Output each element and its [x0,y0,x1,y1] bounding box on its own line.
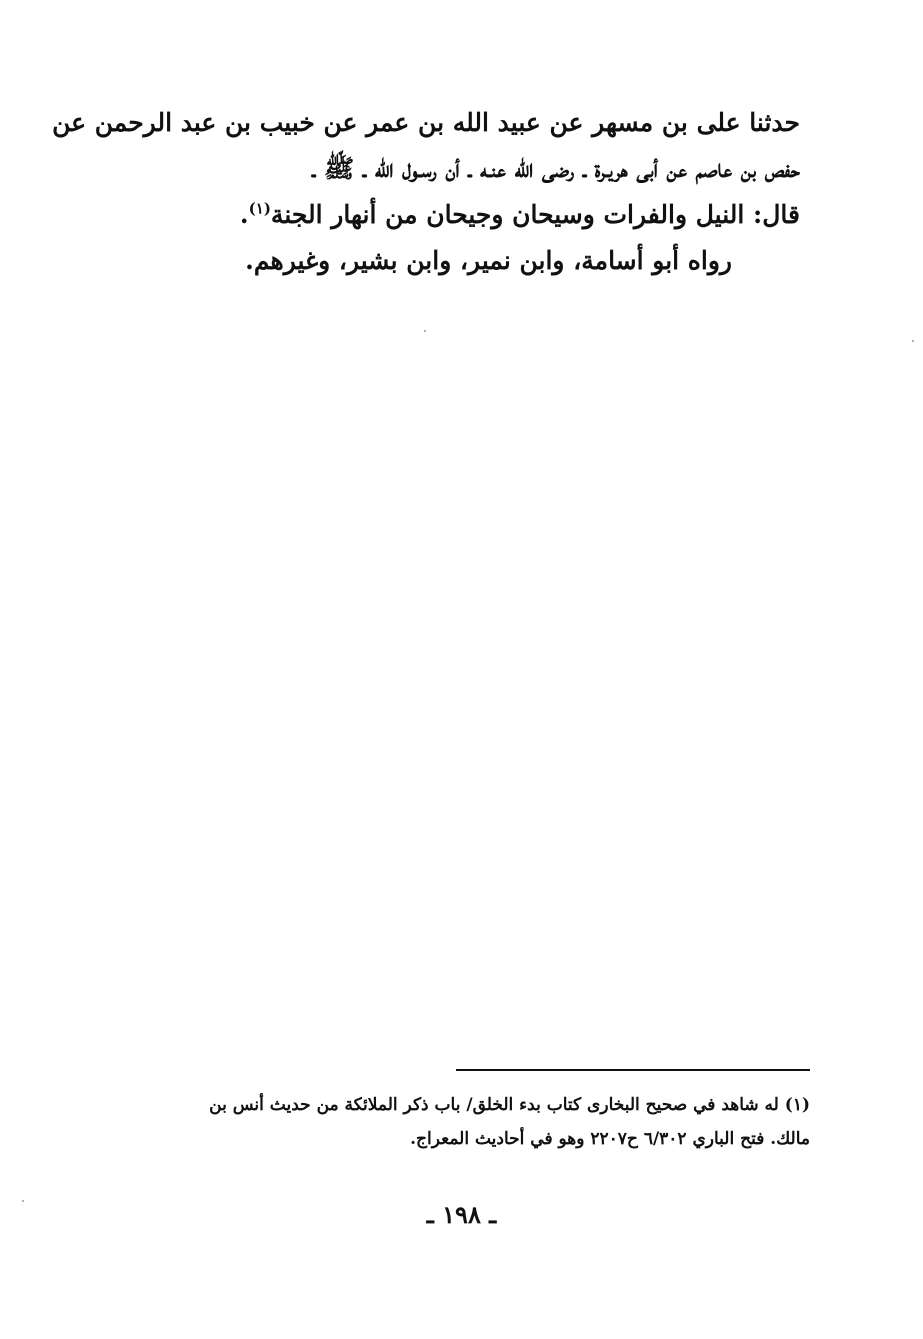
footnote [100,1088,810,1156]
scan-speck [912,340,914,342]
text-line-1: حدثنا على بن مسهر عن عبيد الله بن عمر عن خبيب بن عبد الرحمن عن [52,108,800,137]
page-number: ـ ١٩٨ ـ [426,1200,497,1229]
narration-line: رواه أبو أسامة، وابن نمير، وابن بشير، وغيرهم. [245,246,732,275]
footnote-line-2: مالك. فتح الباري ٦/٣٠٢ ح٢٢٠٧ وهو في أحاديث المعراج. [410,1129,810,1149]
text-line-3-end: . [239,200,249,229]
footnote-marker: (١) [248,199,271,218]
hadith-text [52,100,800,284]
footnote-separator [456,1069,810,1071]
hadith-paragraph [52,100,800,238]
text-line-3 [96,192,800,238]
text-line-2: حفص بن عاصم عن أبى هريـرة ـ رضى الله عنـه ـ أن رسـول الله ـ ﷺ ـ [312,154,800,183]
text-line-3-body: قال: النيل والفرات وسيحان وجيحان من أنهار الجنة [270,200,800,229]
footnote-line-1: (١) له شاهد في صحيح البخارى كتاب بدء الخلق/ باب ذكر الملائكة من حديث أنس بن [209,1095,810,1115]
scan-speck [424,330,426,332]
